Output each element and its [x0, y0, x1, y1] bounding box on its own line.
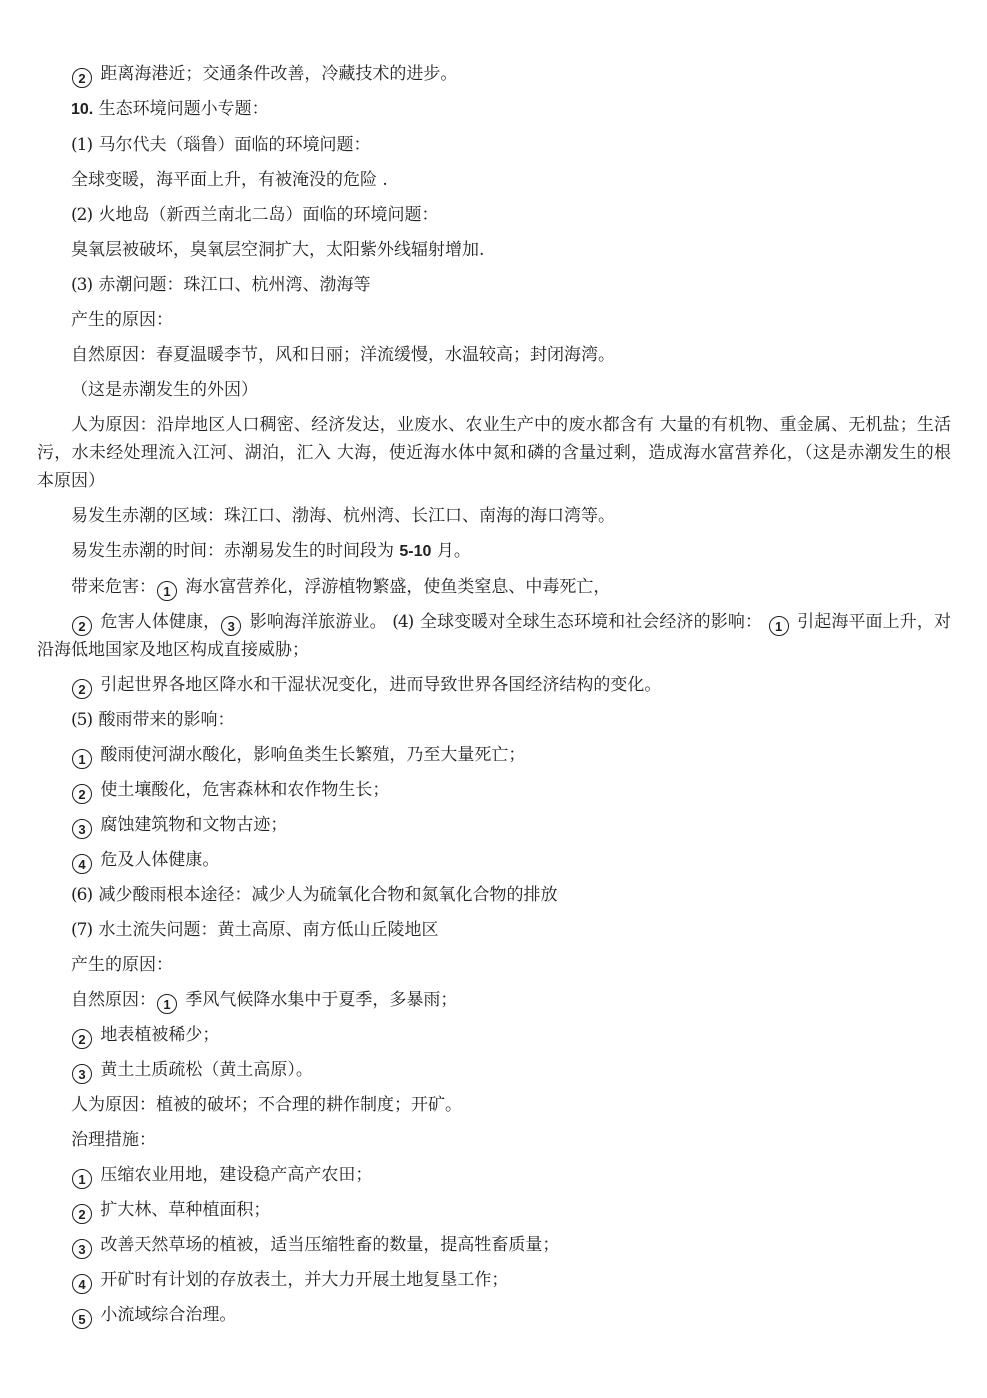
text-run: 小流域综合治理。 — [95, 1305, 237, 1325]
text-run: 自然原因：春夏温暖李节，风和日丽；洋流缓慢，水温较高；封闭海湾。 — [71, 345, 615, 365]
paragraph — [37, 1161, 951, 1189]
paragraph — [37, 1196, 951, 1224]
circled-number-icon: 1 — [769, 616, 789, 636]
circled-number-icon: 3 — [72, 1239, 92, 1259]
text-run: 影响海洋旅游业。 — [244, 612, 393, 632]
text-run: 生态环境问题小专题： — [93, 99, 269, 119]
text-run: 压缩农业用地，建设稳产高产农田； — [95, 1165, 373, 1185]
circled-number-icon: 3 — [72, 819, 92, 839]
circled-number-icon: 4 — [72, 1274, 92, 1294]
text-run: 危及人体健康。 — [95, 850, 220, 870]
text-run: 酸雨使河湖水酸化，影响鱼类生长繁殖，乃至大量死亡； — [95, 745, 526, 765]
document-body — [37, 60, 951, 1329]
text-run: 危害人体健康， — [95, 612, 221, 632]
paragraph — [37, 341, 951, 369]
text-run: 距离海港近；交通条件改善，冷藏技术的进步。 — [95, 64, 458, 84]
text-run: 带来危害： — [71, 577, 156, 597]
text-run: 减少酸雨根本途径：减少人为硫氧化合物和氮氧化合物的排放 — [93, 885, 558, 905]
paragraph — [37, 1056, 951, 1084]
paragraph — [37, 537, 951, 566]
circled-number-icon: 3 — [72, 1064, 92, 1084]
text-run: 赤潮问题：珠江口、杭州湾、渤海等 — [93, 275, 371, 295]
paragraph — [37, 131, 951, 159]
paragraph — [37, 201, 951, 229]
bold-number: 10. — [71, 101, 94, 118]
paragraph — [37, 573, 951, 601]
paren-number: (4) — [392, 612, 414, 632]
text-run: 全球变暖，海平面上升，有被淹没的危险 . — [71, 170, 388, 190]
paragraph — [37, 1231, 951, 1259]
bold-number: 5-10 — [399, 543, 432, 560]
circled-number-icon: 2 — [72, 68, 92, 88]
text-run: 酸雨带来的影响： — [93, 710, 235, 730]
paren-number: (7) — [71, 920, 93, 940]
paragraph — [37, 608, 951, 664]
paragraph — [37, 811, 951, 839]
paragraph — [37, 706, 951, 734]
paragraph — [37, 846, 951, 874]
text-run: 黄土土质疏松（黄土高原）。 — [95, 1060, 313, 1080]
paren-number: (2) — [71, 205, 93, 225]
paragraph — [37, 776, 951, 804]
paragraph — [37, 1091, 951, 1119]
circled-number-icon: 2 — [72, 784, 92, 804]
circled-number-icon: 1 — [72, 1169, 92, 1189]
paragraph — [37, 881, 951, 909]
paragraph — [37, 1021, 951, 1049]
circled-number-icon: 1 — [157, 994, 177, 1014]
text-run: 地表植被稀少； — [95, 1025, 220, 1045]
paragraph — [37, 236, 951, 264]
paragraph — [37, 1266, 951, 1294]
text-run: 水土流失问题：黄土高原、南方低山丘陵地区 — [93, 920, 439, 940]
text-run: 使土壤酸化，危害森林和农作物生长； — [95, 780, 390, 800]
text-run: 引起世界各地区降水和干湿状况变化，进而导致世界各国经济结构的变化。 — [95, 675, 662, 695]
paragraph — [37, 95, 951, 124]
paragraph — [37, 951, 951, 979]
text-run: 产生的原因： — [71, 955, 173, 975]
text-run: （这是赤潮发生的外因） — [71, 380, 258, 400]
text-run: 扩大林、草种植面积； — [95, 1200, 271, 1220]
circled-number-icon: 5 — [72, 1309, 92, 1329]
text-run: 引起海平面上升，对沿海低地国家及地区构成直接威胁； — [37, 612, 952, 660]
circled-number-icon: 4 — [72, 854, 92, 874]
paragraph — [37, 166, 951, 194]
circled-number-icon: 2 — [72, 679, 92, 699]
circled-number-icon: 1 — [72, 749, 92, 769]
paragraph — [37, 60, 951, 88]
circled-number-icon: 2 — [72, 1029, 92, 1049]
paragraph — [37, 271, 951, 299]
paragraph — [37, 916, 951, 944]
paragraph — [37, 411, 951, 495]
text-run: 马尔代夫（瑙鲁）面临的环境问题： — [93, 135, 371, 155]
paragraph — [37, 306, 951, 334]
text-run: 易发生赤潮的时间：赤潮易发生的时间段为 — [71, 541, 400, 561]
circled-number-icon: 3 — [221, 616, 241, 636]
text-run: 自然原因： — [71, 990, 156, 1010]
text-run: 治理措施： — [71, 1130, 156, 1150]
text-run: 全球变暖对全球生态环境和社会经济的影响： — [414, 612, 768, 632]
text-run: 易发生赤潮的区域：珠江口、渤海、杭州湾、长江口、南海的海口湾等。 — [71, 506, 615, 526]
text-run: 人为原因：沿岸地区人口稠密、经济发达，业废水、农业生产中的废水都含有 大量的有机物、重金属、无机盐；生活污，水未经处理流入江河、湖泊，汇入 大海，使近海水体中氮和磷的含量过剩，造成海水富营养化，（这是赤潮发生的根本原因） — [37, 415, 951, 491]
paren-number: (1) — [71, 135, 93, 155]
paragraph — [37, 1126, 951, 1154]
text-run: 开矿时有计划的存放表土，并大力开展土地复垦工作； — [95, 1270, 509, 1290]
paren-number: (6) — [71, 885, 93, 905]
paragraph — [37, 502, 951, 530]
circled-number-icon: 1 — [157, 581, 177, 601]
text-run: 臭氧层被破坏，臭氧层空洞扩大，太阳紫外线辐射增加. — [71, 240, 485, 260]
text-run: 季风气候降水集中于夏季，多暴雨； — [180, 990, 458, 1010]
paragraph — [37, 741, 951, 769]
text-run: 腐蚀建筑物和文物古迹； — [95, 815, 288, 835]
text-run: 产生的原因： — [71, 310, 173, 330]
text-run: 火地岛（新西兰南北二岛）面临的环境问题： — [93, 205, 439, 225]
paragraph — [37, 671, 951, 699]
text-run: 人为原因：植被的破坏；不合理的耕作制度；开矿。 — [71, 1095, 462, 1115]
circled-number-icon: 2 — [72, 616, 92, 636]
text-run: 月。 — [431, 541, 471, 561]
paragraph — [37, 986, 951, 1014]
paragraph — [37, 376, 951, 404]
circled-number-icon: 2 — [72, 1204, 92, 1224]
paren-number: (5) — [71, 710, 93, 730]
text-run: 改善天然草场的植被，适当压缩牲畜的数量，提高牲畜质量； — [95, 1235, 560, 1255]
paren-number: (3) — [71, 275, 93, 295]
text-run: 海水富营养化，浮游植物繁盛，使鱼类窒息、中毒死亡， — [180, 577, 611, 597]
paragraph — [37, 1301, 951, 1329]
